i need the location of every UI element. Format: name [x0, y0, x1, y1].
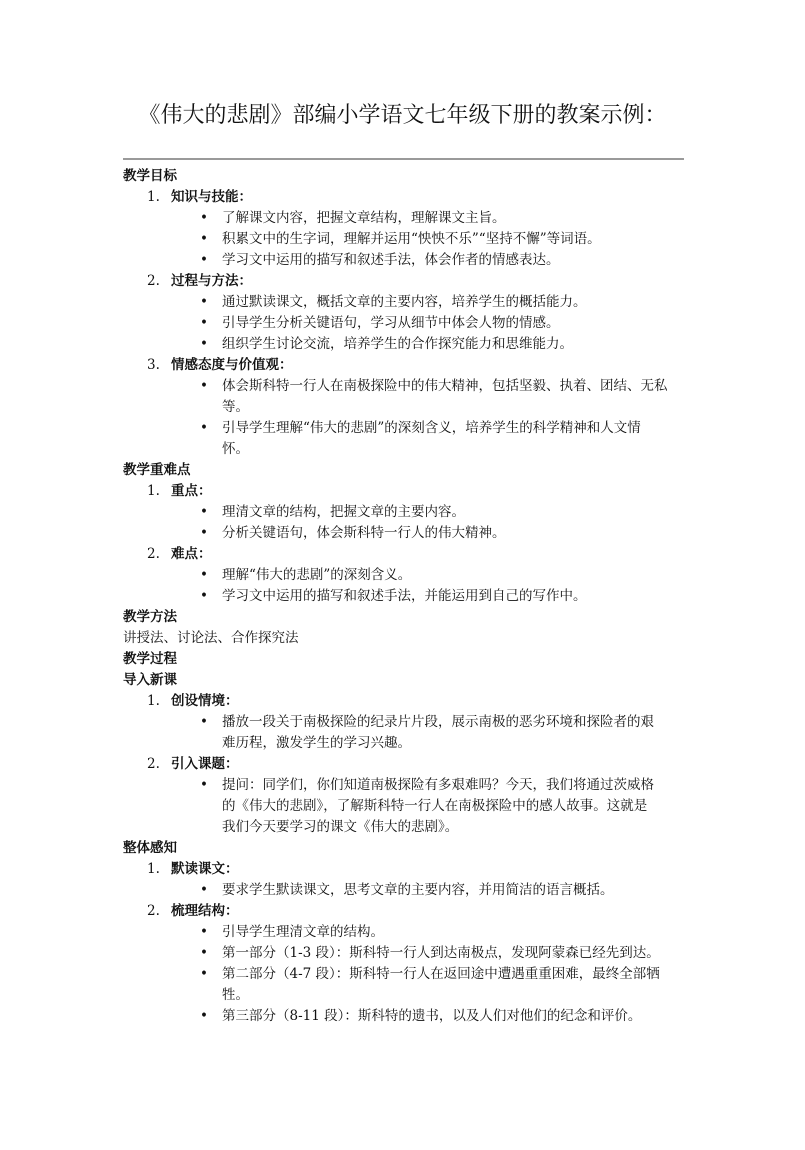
item-number: 1.	[147, 861, 160, 877]
item-number: 2.	[147, 273, 160, 289]
item-number: 2.	[147, 756, 160, 772]
goals-item-values	[123, 355, 685, 460]
section-heading-goals: 教学目标	[123, 168, 177, 184]
key-points-list	[123, 481, 685, 607]
item-label: 梳理结构：	[171, 903, 239, 919]
intro-list	[123, 691, 685, 838]
bullet-item: • 引导学生理解“伟大的悲剧”的深刻含义，培养学生的科学精神和人文情怀。	[123, 418, 685, 460]
bullet-item: • 理解“伟大的悲剧”的深刻含义。	[123, 565, 685, 586]
overall-item-reading	[123, 859, 685, 901]
item-number: 1.	[147, 483, 160, 499]
item-number: 3.	[147, 357, 160, 373]
lesson-plan-body	[123, 166, 685, 1027]
bullet-item: • 引导学生分析关键语句，学习从细节中体会人物的情感。	[123, 313, 685, 334]
bullet-item: • 积累文中的生字词，理解并运用“怏怏不乐”“坚持不懈”等词语。	[123, 229, 685, 250]
bullet-item: • 组织学生讨论交流，培养学生的合作探究能力和思维能力。	[123, 334, 685, 355]
item-label: 引入课题：	[171, 756, 239, 772]
intro-item-topic	[123, 754, 685, 838]
section-heading-methods: 教学方法	[123, 609, 177, 625]
title-divider	[123, 158, 684, 160]
overall-item-structure	[123, 901, 685, 1027]
item-number: 1.	[147, 189, 160, 205]
bullet-item: • 引导学生理清文章的结构。	[123, 922, 685, 943]
methods-text: 讲授法、讨论法、合作探究法	[123, 630, 299, 646]
bullet-item: • 要求学生默读课文，思考文章的主要内容，并用简洁的语言概括。	[123, 880, 685, 901]
bullet-item: • 第一部分（1-3 段）：斯科特一行人到达南极点，发现阿蒙森已经先到达。	[123, 943, 685, 964]
bullet-item: • 体会斯科特一行人在南极探险中的伟大精神，包括坚毅、执着、团结、无私等。	[123, 376, 685, 418]
section-heading-overall: 整体感知	[123, 840, 177, 856]
bullet-item: • 播放一段关于南极探险的纪录片片段，展示南极的恶劣环境和探险者的艰难历程，激发学生的学习兴趣。	[123, 712, 685, 754]
item-number: 1.	[147, 693, 160, 709]
bullet-item: • 学习文中运用的描写和叙述手法，并能运用到自己的写作中。	[123, 586, 685, 607]
bullet-item: • 分析关键语句，体会斯科特一行人的伟大精神。	[123, 523, 685, 544]
key-points-item-focus	[123, 481, 685, 544]
item-label: 创设情境：	[171, 693, 239, 709]
item-number: 2.	[147, 903, 160, 919]
section-heading-process: 教学过程	[123, 651, 177, 667]
bullet-item: • 第二部分（4-7 段）：斯科特一行人在返回途中遭遇重重困难，最终全部牺牲。	[123, 964, 685, 1006]
intro-item-scenario	[123, 691, 685, 754]
key-points-item-difficulty	[123, 544, 685, 607]
section-heading-intro: 导入新课	[123, 672, 177, 688]
goals-list	[123, 187, 685, 460]
item-label: 知识与技能：	[171, 189, 252, 205]
item-label: 默读课文：	[171, 861, 239, 877]
item-label: 情感态度与价值观：	[171, 357, 293, 373]
bullet-item: • 了解课文内容，把握文章结构，理解课文主旨。	[123, 208, 685, 229]
bullet-item: • 通过默读课文，概括文章的主要内容，培养学生的概括能力。	[123, 292, 685, 313]
item-number: 2.	[147, 546, 160, 562]
bullet-item: • 提问：同学们，你们知道南极探险有多艰难吗？今天，我们将通过茨威格的《伟大的悲剧》，了解斯科特一行人在南极探险中的感人故事。这就是我们今天要学习的课文《伟大的悲剧》。	[123, 775, 685, 838]
bullet-item: • 学习文中运用的描写和叙述手法，体会作者的情感表达。	[123, 250, 685, 271]
goals-item-process	[123, 271, 685, 355]
bullet-item: • 第三部分（8-11 段）：斯科特的遗书，以及人们对他们的纪念和评价。	[123, 1006, 685, 1027]
item-label: 重点：	[171, 483, 212, 499]
bullet-item: • 理清文章的结构，把握文章的主要内容。	[123, 502, 685, 523]
goals-item-knowledge	[123, 187, 685, 271]
item-label: 过程与方法：	[171, 273, 252, 289]
item-label: 难点：	[171, 546, 212, 562]
section-heading-key-points: 教学重难点	[123, 462, 191, 478]
page-title: 《伟大的悲剧》部编小学语文七年级下册的教案示例：	[138, 103, 667, 128]
overall-list	[123, 859, 685, 1027]
